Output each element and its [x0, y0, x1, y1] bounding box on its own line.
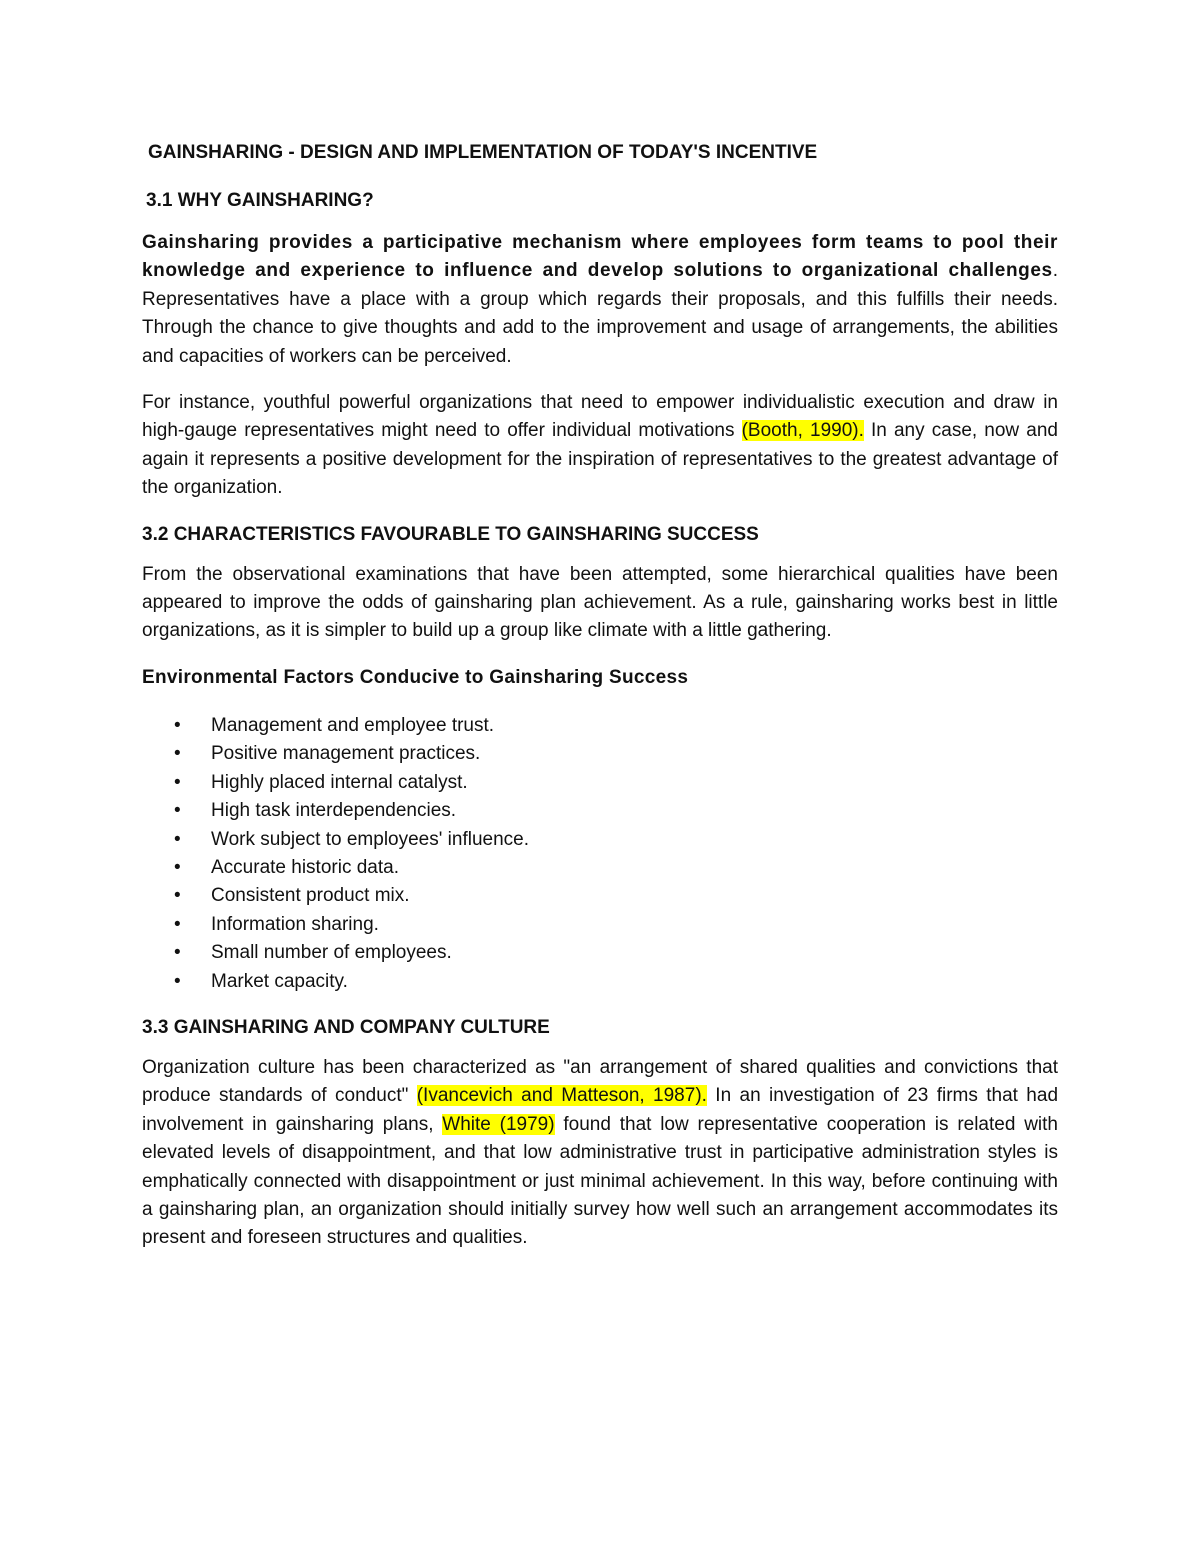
subheading-environmental-factors: Environmental Factors Conducive to Gainsharing Success — [142, 666, 689, 688]
bullet-icon: • — [174, 771, 181, 793]
list-item: • Consistent product mix. — [142, 882, 1058, 910]
paragraph-company-culture — [142, 1054, 1058, 1253]
bullet-icon: • — [174, 885, 181, 907]
bullet-icon: • — [174, 828, 181, 850]
list-item: • Information sharing. — [142, 911, 1058, 939]
bullet-icon: • — [174, 800, 181, 822]
factors-list — [142, 712, 1058, 996]
list-item: • Positive management practices. — [142, 740, 1058, 768]
section-heading-3-1: 3.1 WHY GAINSHARING? — [146, 190, 374, 211]
highlighted-citation-white: White (1979) — [442, 1113, 555, 1135]
bold-lead-sentence: Gainsharing provides a participative mechanism where employees form teams to pool their knowledge and experience to influence and develop solutions to organizational challenges — [142, 232, 1058, 282]
paragraph-individual-motivations — [142, 389, 1058, 503]
section-heading-3-2: 3.2 CHARACTERISTICS FAVOURABLE TO GAINSHARING SUCCESS — [142, 523, 759, 545]
paragraph-characteristics: From the observational examinations that have been attempted, some hierarchical qualities have been appeared to improve the odds of gainsharing plan achievement. As a rule, gainsharing works best in little organizations, as it is simpler to build up a group like climate with a little gathering. — [142, 563, 1058, 642]
section-heading-3-3: 3.3 GAINSHARING AND COMPANY CULTURE — [142, 1016, 550, 1038]
paragraph-text: For instance, youthful powerful organizations that need to empower individualistic execution and draw in high-gauge representatives might need to offer individual motivations — [142, 392, 1058, 442]
paragraph-text: In any case, now and again it represents a positive development for the inspiration of representatives to the greatest advantage of the organization. — [142, 420, 1058, 499]
paragraph-why-gainsharing — [142, 229, 1058, 371]
bullet-icon: • — [174, 970, 181, 992]
list-item: • Management and employee trust. — [142, 712, 1058, 740]
list-item: • Work subject to employees' influence. — [142, 826, 1058, 854]
bullet-icon: • — [174, 942, 181, 964]
paragraph-text: found that low representative cooperation is related with elevated levels of disappointment, and that low administrative trust in participative administration styles is emphatically connected with disappointment or just minimal achievement. In this way, before continuing with a gainsharing plan, an organization should initially survey how well such an arrangement accommodates its present and foreseen structures and qualities. — [142, 1113, 1058, 1249]
paragraph-text: Organization culture has been characterized as "an arrangement of shared qualities and convictions that produce standards of conduct" — [142, 1056, 1058, 1107]
document-body — [142, 139, 1058, 1253]
bullet-icon: • — [174, 856, 181, 878]
list-item: • High task interdependencies. — [142, 797, 1058, 825]
bullet-icon: • — [174, 913, 181, 935]
bullet-icon: • — [174, 743, 181, 765]
paragraph-text: . Representatives have a place with a group which regards their proposals, and this fulfills their needs. Through the chance to give thoughts and add to the improvement and usage of arrangements, the abilities and capacities of workers can be perceived. — [142, 260, 1058, 367]
list-item: • Accurate historic data. — [142, 854, 1058, 882]
list-item: • Small number of employees. — [142, 939, 1058, 967]
bullet-icon: • — [174, 714, 181, 736]
highlighted-citation-ivancevich: (Ivancevich and Matteson, 1987). — [416, 1085, 707, 1107]
list-item: • Highly placed internal catalyst. — [142, 769, 1058, 797]
list-item: • Market capacity. — [142, 968, 1058, 996]
paragraph-text: In an investigation of 23 firms that had involvement in gainsharing plans, — [142, 1085, 1059, 1135]
highlighted-citation-booth: (Booth, 1990). — [741, 420, 864, 442]
document-title: GAINSHARING - DESIGN AND IMPLEMENTATION OF TODAY'S INCENTIVE — [148, 142, 818, 163]
